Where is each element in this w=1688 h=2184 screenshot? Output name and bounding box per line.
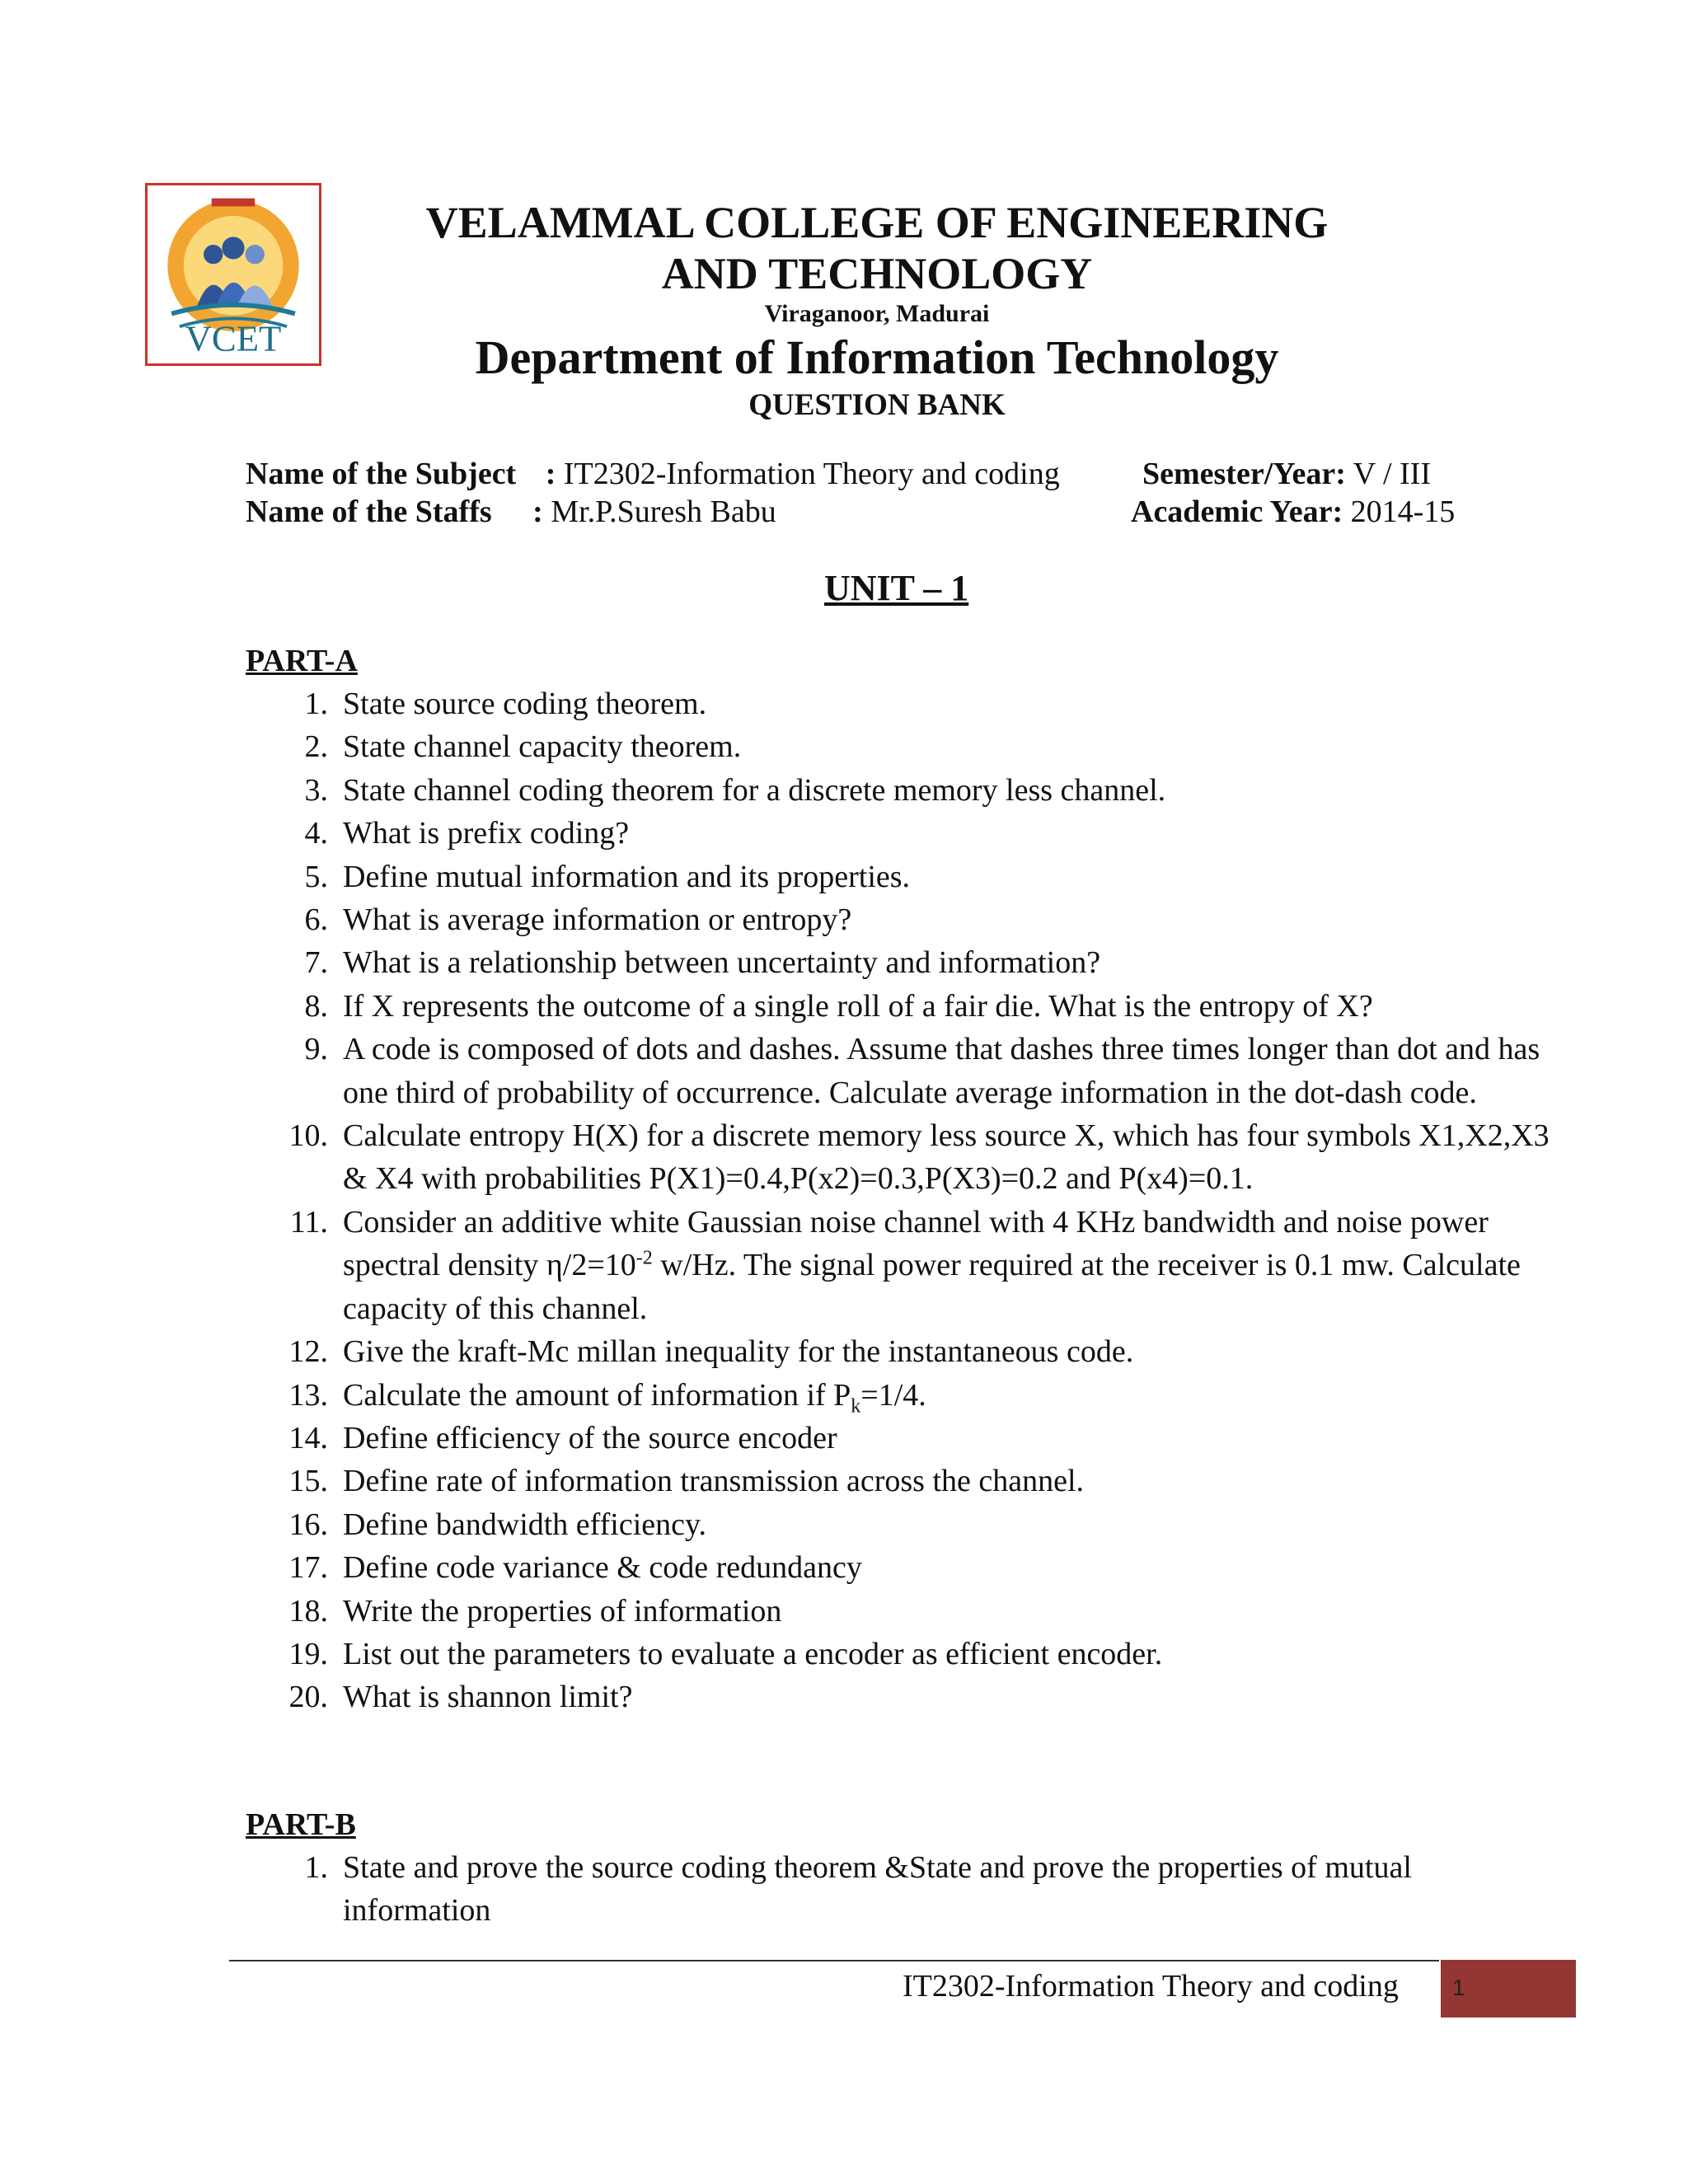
department-title: Department of Information Technology <box>475 330 1279 384</box>
document-type: QUESTION BANK <box>748 388 1006 422</box>
part-b-question-list <box>246 1846 1564 1933</box>
list-item <box>246 855 1564 898</box>
unit-title: UNIT – 1 <box>824 568 969 608</box>
question-number: 8. <box>304 988 328 1024</box>
list-item <box>246 812 1564 855</box>
list-item <box>246 1503 1564 1546</box>
question-number: 19. <box>288 1636 328 1671</box>
question-number: 16. <box>288 1507 328 1542</box>
page-number: 1 <box>1452 1975 1465 2000</box>
question-text: If X represents the outcome of a single roll of a fair die. What is the entropy of X? <box>343 988 1373 1024</box>
question-number: 17. <box>288 1550 328 1586</box>
semester-value: V / III <box>1353 457 1431 491</box>
subject-row <box>246 455 1060 493</box>
list-item <box>246 1028 1564 1114</box>
question-number: 7. <box>304 945 328 981</box>
question-number: 11. <box>289 1204 328 1240</box>
footer-divider <box>229 1960 1439 1961</box>
staff-label: Name of the Staffs <box>246 494 492 529</box>
question-text: Give the kraft-Mc millan inequality for the instantaneous code. <box>343 1334 1134 1370</box>
part-b-heading: PART-B <box>246 1807 356 1842</box>
question-number: 1. <box>304 687 328 721</box>
question-number: 13. <box>288 1377 328 1413</box>
semester-label: Semester/Year: <box>1142 457 1346 491</box>
list-item <box>246 1633 1564 1675</box>
academic-year-row <box>1131 493 1455 531</box>
academic-year-value: 2014-15 <box>1350 494 1456 529</box>
list-item <box>246 1114 1564 1201</box>
svg-text:VCET: VCET <box>185 317 282 359</box>
question-text: A code is composed of dots and dashes. Assume that dashes three times longer than dot and has one third of probability of occurrence. Calculate average information in the dot-dash code. <box>343 1032 1540 1110</box>
part-a-question-list <box>246 682 1564 1719</box>
question-text: Write the properties of information <box>343 1593 782 1629</box>
list-item <box>246 1201 1564 1330</box>
question-number: 14. <box>288 1420 328 1455</box>
list-item <box>246 1590 1564 1633</box>
staff-value: Mr.P.Suresh Babu <box>551 494 776 529</box>
staff-colon: : <box>532 494 543 529</box>
question-text: State source coding theorem. <box>343 687 707 721</box>
question-text: Calculate entropy H(X) for a discrete memory less source X, which has four symbols X1,X2,X3 & X4 with probabilities P(X1)=0.4,P(x2)=0.3,P(X3)=0.2 and P(x4)=0.1. <box>343 1118 1550 1197</box>
list-item <box>246 1374 1564 1417</box>
question-text: State and prove the source coding theorem &State and prove the properties of mutual information <box>343 1850 1412 1929</box>
question-text-part: =1/4. <box>860 1377 926 1413</box>
subject-value: IT2302-Information Theory and coding <box>563 457 1060 491</box>
list-item <box>246 1846 1564 1933</box>
question-text: Define rate of information transmission across the channel. <box>343 1464 1085 1499</box>
question-number: 6. <box>304 902 328 938</box>
question-text: List out the parameters to evaluate a encoder as efficient encoder. <box>343 1636 1163 1671</box>
staff-row <box>246 493 776 531</box>
question-text-part: Calculate the amount of information if P <box>343 1377 851 1413</box>
list-item <box>246 898 1564 941</box>
superscript: -2 <box>635 1247 653 1269</box>
question-text: What is shannon limit? <box>343 1680 633 1715</box>
question-text: Define efficiency of the source encoder <box>343 1420 837 1455</box>
subject-colon: : <box>545 457 556 491</box>
footer-title: IT2302-Information Theory and coding <box>903 1969 1399 2004</box>
question-text: What is prefix coding? <box>343 816 630 851</box>
question-number: 1. <box>304 1850 328 1885</box>
list-item <box>246 941 1564 984</box>
question-number: 5. <box>304 859 328 894</box>
college-location: Viraganoor, Madurai <box>764 300 990 327</box>
page-number-box <box>1441 1960 1576 2018</box>
question-text <box>343 1201 1564 1330</box>
semester-row <box>1142 455 1431 493</box>
question-text: What is a relationship between uncertainty and information? <box>343 945 1101 981</box>
question-text: Define bandwidth efficiency. <box>343 1507 707 1542</box>
question-text-part: w/Hz. The signal power required at the receiver is 0.1 mw. Calculate capacity of this channel. <box>343 1248 1521 1326</box>
question-number: 20. <box>288 1680 328 1715</box>
list-item <box>246 682 1564 725</box>
college-name-line2: AND TECHNOLOGY <box>661 249 1093 298</box>
question-number: 15. <box>288 1464 328 1499</box>
list-item <box>246 1417 1564 1460</box>
question-text: Define mutual information and its properties. <box>343 859 911 894</box>
subscript: k <box>851 1395 861 1418</box>
question-number: 18. <box>288 1593 328 1629</box>
question-text: State channel coding theorem for a discrete memory less channel. <box>343 772 1166 808</box>
list-item <box>246 1460 1564 1502</box>
list-item <box>246 985 1564 1028</box>
question-text: State channel capacity theorem. <box>343 729 742 765</box>
college-name-line1: VELAMMAL COLLEGE OF ENGINEERING <box>425 198 1329 247</box>
question-text: What is average information or entropy? <box>343 902 852 938</box>
question-number: 3. <box>304 772 328 808</box>
question-text <box>343 1374 1564 1417</box>
list-item <box>246 1546 1564 1589</box>
list-item <box>246 725 1564 768</box>
academic-year-label: Academic Year: <box>1131 494 1343 529</box>
question-number: 9. <box>304 1032 328 1067</box>
question-number: 10. <box>288 1118 328 1154</box>
question-number: 12. <box>288 1334 328 1370</box>
question-text-part: Consider an additive white Gaussian noise channel with 4 KHz bandwidth and noise power spectral density η/2=10 <box>343 1204 1489 1283</box>
list-item <box>246 1330 1564 1373</box>
question-number: 2. <box>304 729 328 765</box>
list-item <box>246 769 1564 812</box>
list-item <box>246 1675 1564 1718</box>
question-text: Define code variance & code redundancy <box>343 1550 862 1586</box>
subject-label: Name of the Subject <box>246 457 517 491</box>
part-a-heading: PART-A <box>246 644 358 678</box>
question-number: 4. <box>304 816 328 851</box>
